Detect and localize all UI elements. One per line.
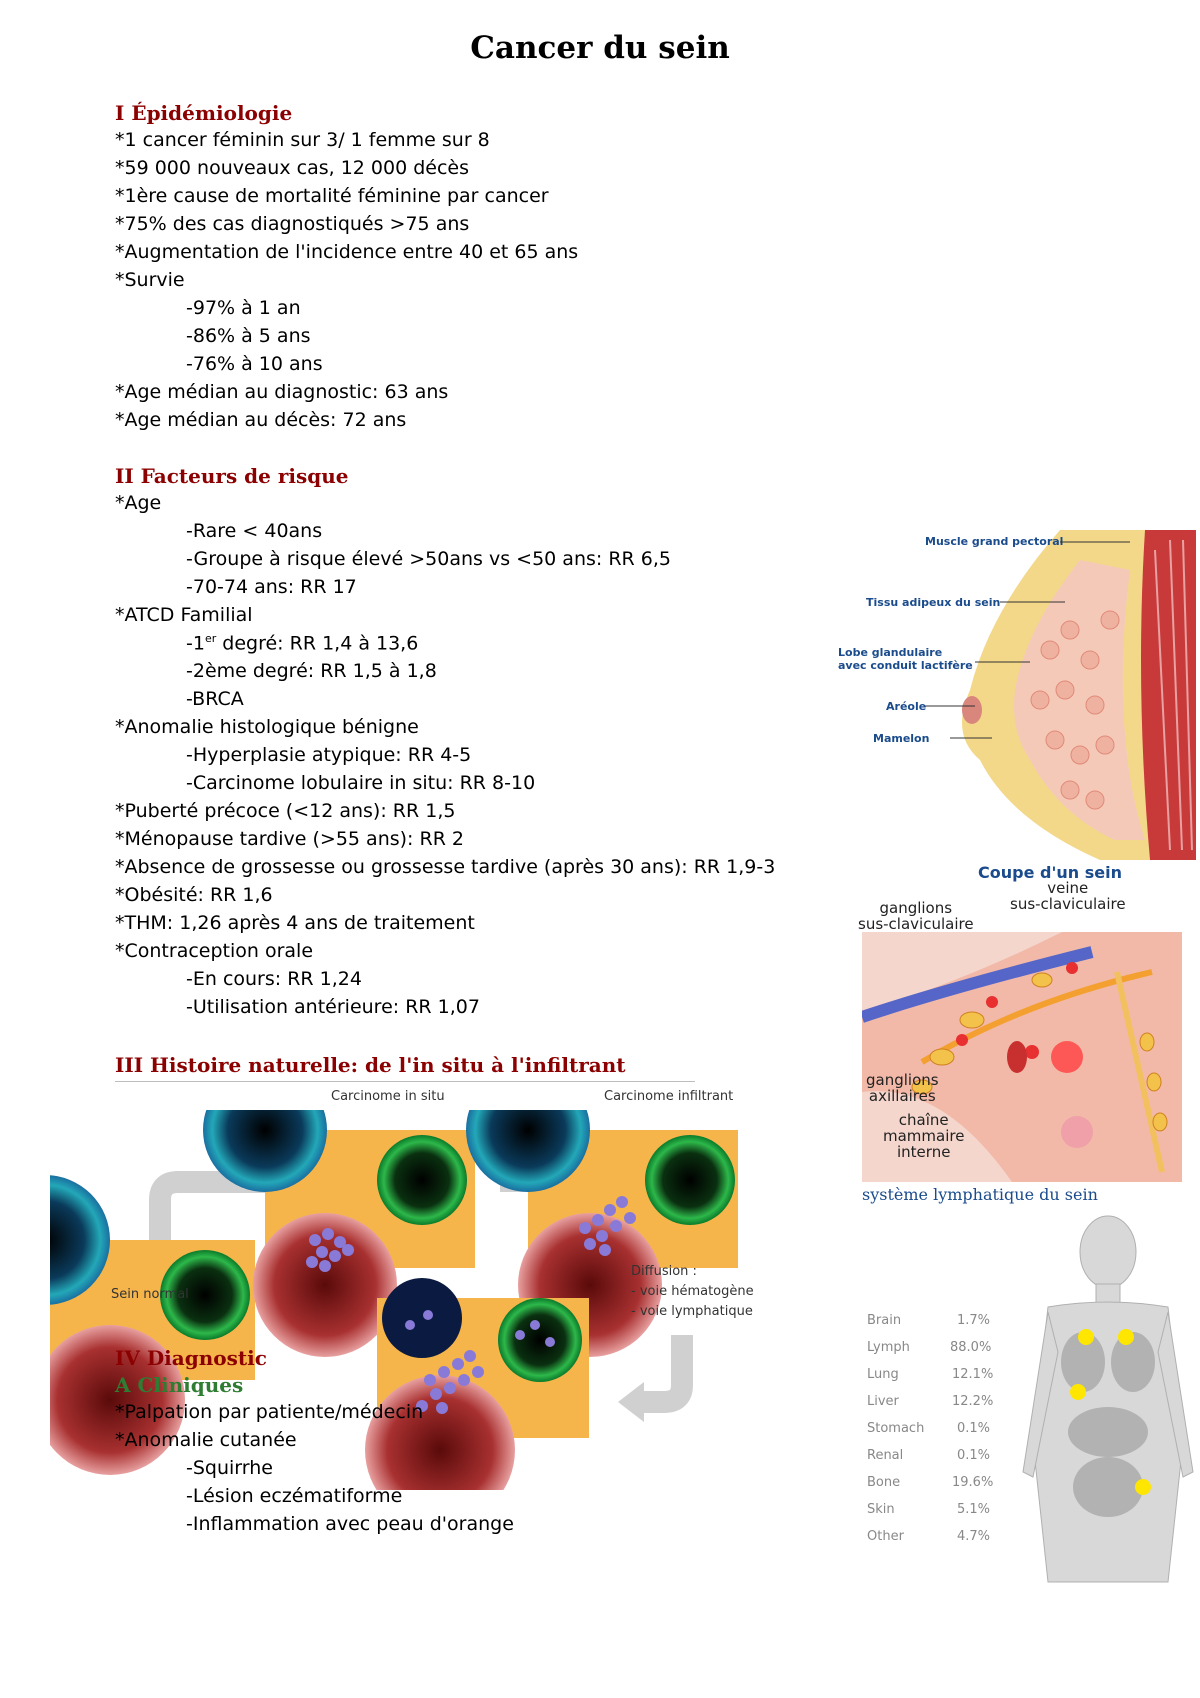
- risk-line: -Rare < 40ans: [186, 520, 323, 542]
- risk-line: -BRCA: [186, 688, 244, 710]
- epi-line: *Survie: [115, 269, 185, 291]
- clinical-line: -Inflammation avec peau d'orange: [186, 1513, 514, 1535]
- label-pectoral: Muscle grand pectoral: [925, 535, 1064, 548]
- epi-line: -86% à 5 ans: [186, 325, 311, 347]
- risk-line: *Anomalie histologique bénigne: [115, 716, 419, 738]
- fig-label-diffusion: Diffusion :: [631, 1264, 697, 1279]
- lymphatic-figure-caption: système lymphatique du sein: [862, 1185, 1098, 1204]
- epi-line: *Age médian au décès: 72 ans: [115, 409, 407, 431]
- label-text: chaîne: [898, 1111, 949, 1129]
- metastasis-site: Stomach: [867, 1421, 925, 1436]
- label-lobe: Lobe glandulaire: [838, 646, 943, 659]
- clinical-line: *Anomalie cutanée: [115, 1429, 297, 1451]
- clinical-line: *Palpation par patiente/médecin: [115, 1401, 424, 1423]
- metastasis-pct: 1.7%: [957, 1313, 991, 1328]
- metastasis-site: Brain: [867, 1313, 902, 1328]
- label-ganglions-sus: [858, 900, 974, 932]
- label-text: mammaire: [883, 1127, 965, 1145]
- label-ganglions-axillaires: [866, 1072, 939, 1104]
- label-adipose: Tissu adipeux du sein: [866, 596, 1001, 609]
- clinical-line: -Lésion eczématiforme: [186, 1485, 403, 1507]
- metastasis-site: Lymph: [867, 1340, 910, 1355]
- risk-text: degré: RR 1,4 à 13,6: [216, 632, 419, 655]
- epi-line: *Age médian au diagnostic: 63 ans: [115, 381, 449, 403]
- risk-text: -1: [186, 632, 205, 655]
- risk-line: *Contraception orale: [115, 940, 314, 962]
- fig-label-infiltrant: Carcinome infiltrant: [604, 1089, 734, 1104]
- risk-line: *Ménopause tardive (>55 ans): RR 2: [115, 828, 465, 850]
- metastasis-pct: 19.6%: [952, 1475, 994, 1490]
- fig-label-voie-lymphatique: - voie lymphatique: [631, 1304, 753, 1319]
- metastasis-site: Lung: [867, 1367, 899, 1382]
- breast-figure-caption: Coupe d'un sein: [978, 863, 1122, 882]
- risk-line: -70-74 ans: RR 17: [186, 576, 357, 598]
- page-title: Cancer du sein: [470, 30, 730, 66]
- breast-label-lines: [830, 530, 1130, 760]
- label-text: sus-claviculaire: [858, 915, 974, 933]
- epi-line: -76% à 10 ans: [186, 353, 323, 375]
- label-text: interne: [897, 1143, 951, 1161]
- label-mamelon: Mamelon: [873, 732, 930, 745]
- risk-line: -Groupe à risque élevé >50ans vs <50 ans: RR 6,5: [186, 548, 671, 570]
- label-text: veine: [1047, 879, 1089, 897]
- label-chaine-mammaire: [883, 1112, 964, 1160]
- section-heading-risk-factors: II Facteurs de risque: [115, 464, 349, 488]
- label-veine: [1010, 880, 1126, 912]
- metastasis-pct: 12.2%: [952, 1394, 994, 1409]
- tile-diffusion: [365, 1278, 589, 1490]
- risk-line: -Utilisation antérieure: RR 1,07: [186, 996, 480, 1018]
- section-heading-diagnostic: IV Diagnostic: [115, 1346, 267, 1370]
- metastasis-pct: 0.1%: [957, 1421, 991, 1436]
- risk-line: [186, 632, 418, 654]
- section-divider: [115, 1081, 695, 1082]
- subsection-heading-clinical: A Cliniques: [115, 1373, 244, 1397]
- risk-line: -Hyperplasie atypique: RR 4-5: [186, 744, 472, 766]
- metastasis-pct: 0.1%: [957, 1448, 991, 1463]
- metastasis-site: Renal: [867, 1448, 904, 1463]
- label-text: ganglions: [866, 1071, 939, 1089]
- body-metastasis-figure: [1018, 1212, 1198, 1587]
- risk-line: -En cours: RR 1,24: [186, 968, 362, 990]
- risk-sup: er: [204, 632, 217, 645]
- fig-label-normal: Sein normal: [111, 1287, 189, 1302]
- risk-line: *Obésité: RR 1,6: [115, 884, 273, 906]
- fig-label-in-situ: Carcinome in situ: [331, 1089, 445, 1104]
- label-text: axillaires: [868, 1087, 936, 1105]
- epi-line: -97% à 1 an: [186, 297, 301, 319]
- risk-line: -Carcinome lobulaire in situ: RR 8-10: [186, 772, 536, 794]
- label-areole: Aréole: [886, 700, 927, 713]
- label-conduit: avec conduit lactifère: [838, 659, 973, 672]
- risk-line: *Absence de grossesse ou grossesse tardive (après 30 ans): RR 1,9-3: [115, 856, 776, 878]
- epi-line: *Augmentation de l'incidence entre 40 et 65 ans: [115, 241, 579, 263]
- risk-line: *THM: 1,26 après 4 ans de traitement: [115, 912, 475, 934]
- epi-line: *1ère cause de mortalité féminine par cancer: [115, 185, 549, 207]
- risk-line: *ATCD Familial: [115, 604, 253, 626]
- clinical-line: -Squirrhe: [186, 1457, 273, 1479]
- epi-line: *75% des cas diagnostiqués >75 ans: [115, 213, 470, 235]
- section-heading-epidemiology: I Épidémiologie: [115, 101, 293, 125]
- epi-line: *1 cancer féminin sur 3/ 1 femme sur 8: [115, 129, 490, 151]
- metastasis-pct: 4.7%: [957, 1529, 991, 1544]
- label-text: sus-claviculaire: [1010, 895, 1126, 913]
- metastasis-pct: 88.0%: [950, 1340, 992, 1355]
- risk-line: *Age: [115, 492, 162, 514]
- fig-label-voie-hematogene: - voie hématogène: [631, 1284, 754, 1299]
- section-heading-natural-history: III Histoire naturelle: de l'in situ à l'infiltrant: [115, 1053, 626, 1077]
- metastasis-site: Other: [867, 1529, 904, 1544]
- metastasis-pct: 5.1%: [957, 1502, 991, 1517]
- epi-line: *59 000 nouveaux cas, 12 000 décès: [115, 157, 470, 179]
- metastasis-site: Liver: [867, 1394, 899, 1409]
- risk-line: -2ème degré: RR 1,5 à 1,8: [186, 660, 437, 682]
- metastasis-pct: 12.1%: [952, 1367, 994, 1382]
- risk-line: *Puberté précoce (<12 ans): RR 1,5: [115, 800, 456, 822]
- metastasis-site: Bone: [867, 1475, 901, 1490]
- metastasis-site: Skin: [867, 1502, 895, 1517]
- label-text: ganglions: [879, 899, 953, 917]
